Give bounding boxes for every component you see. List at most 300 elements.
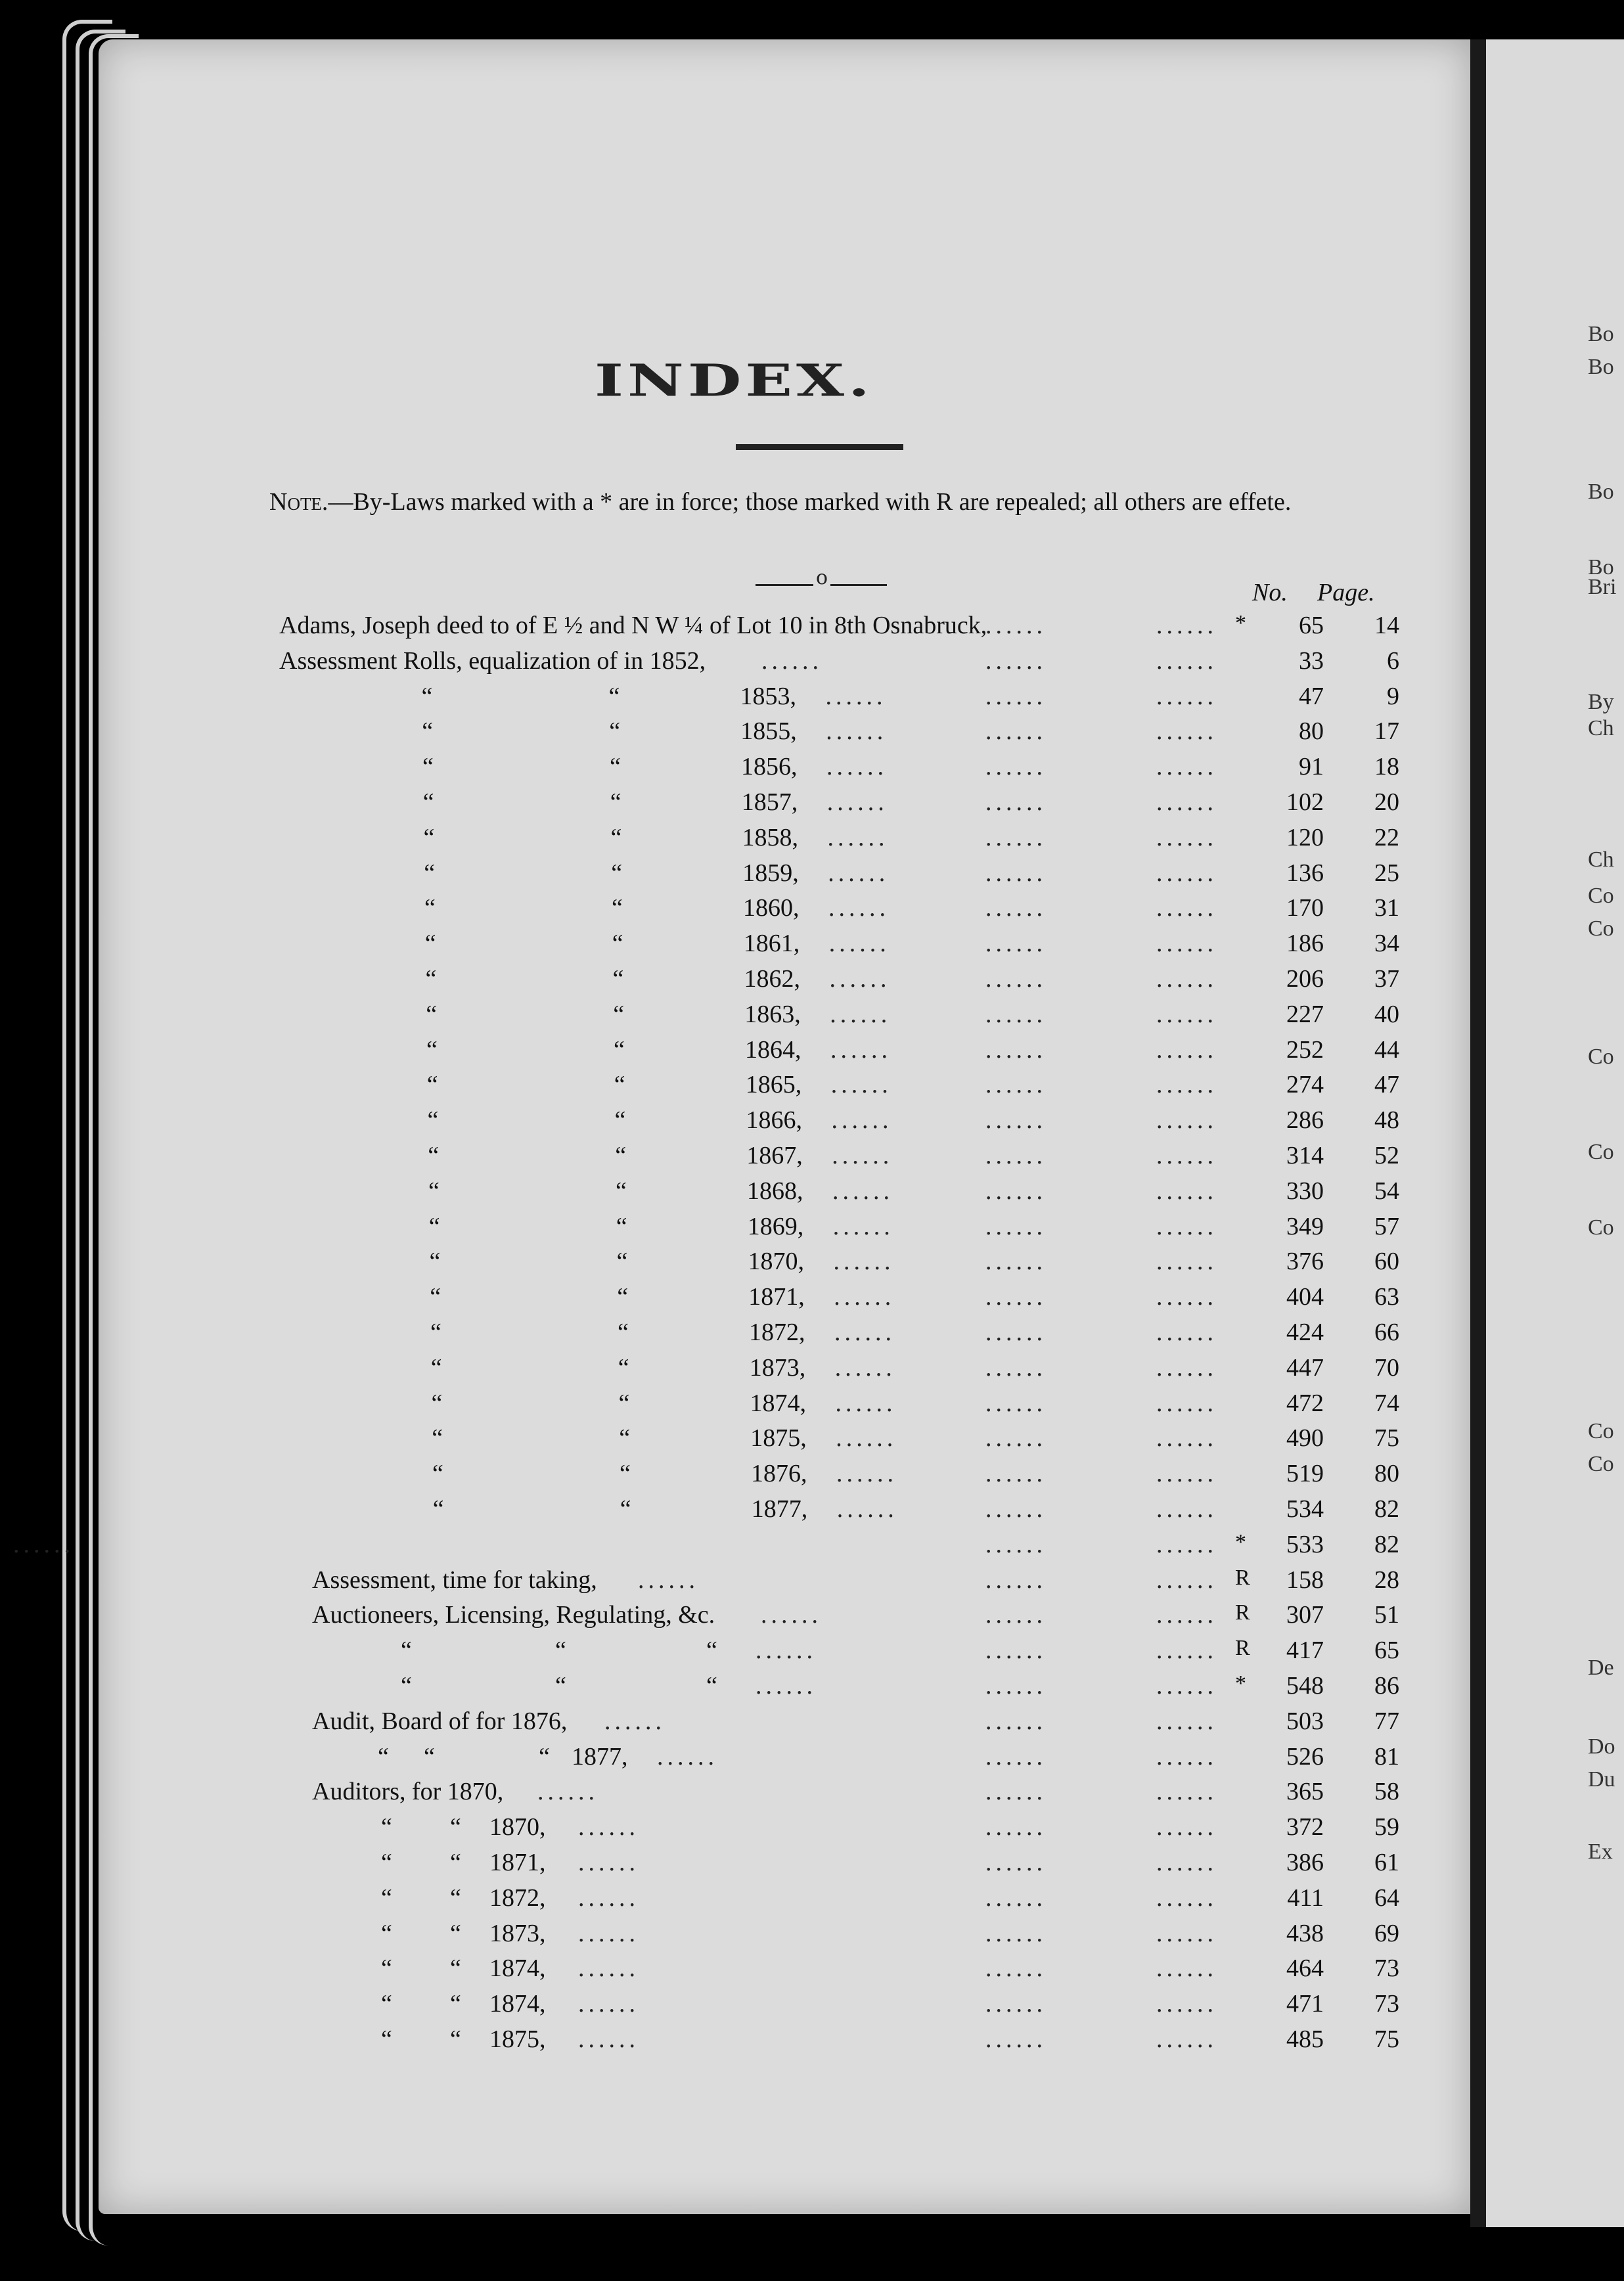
leader-dots: ...... (828, 930, 890, 958)
leader-dots: ...... (832, 1212, 894, 1240)
ditto-mark: “ (381, 1919, 392, 1947)
page-number: 9 (1387, 682, 1399, 710)
bylaw-number: 65 (1299, 612, 1324, 639)
ditto-mark: “ (423, 823, 435, 851)
bylaw-number: 526 (1286, 1742, 1324, 1771)
leader-dots: ...... (985, 1248, 1047, 1276)
bylaw-number: 438 (1286, 1919, 1324, 1947)
leader-dots: ...... (830, 1000, 891, 1028)
bylaw-number: 485 (1286, 2025, 1324, 2053)
entry-label: Assessment, time for taking, (312, 1566, 597, 1594)
bylaw-number: 136 (1286, 859, 1324, 887)
bylaw-number: 286 (1286, 1106, 1324, 1135)
entry-year: 1877, (751, 1495, 808, 1523)
entry-year: 1874, (750, 1389, 806, 1417)
leader-dots: ...... (985, 1707, 1047, 1735)
ditto-mark: “ (450, 1954, 461, 1983)
leader-dots: ...... (578, 1919, 639, 1947)
page-number: 6 (1387, 646, 1399, 675)
leader-dots: ...... (13, 1530, 74, 1558)
leader-dots: ...... (1156, 717, 1217, 746)
leader-dots: ...... (832, 1142, 893, 1169)
page-number: 17 (1374, 717, 1399, 746)
entry-year: 1861, (743, 930, 800, 958)
entry-year: 1870, (489, 1813, 546, 1841)
ditto-mark: “ (401, 1637, 412, 1665)
ditto-mark: “ (706, 1637, 717, 1665)
facing-page-fragment: Bo (1588, 555, 1614, 579)
leader-dots: ...... (825, 682, 887, 710)
leader-dots: ...... (1156, 1813, 1217, 1841)
leader-dots: ...... (578, 1813, 639, 1841)
entry-year: 1868, (747, 1177, 803, 1205)
leader-dots: ...... (1156, 894, 1217, 922)
entry-year: 1858, (742, 823, 798, 851)
ditto-mark: “ (617, 1283, 629, 1311)
page-number: 82 (1374, 1495, 1399, 1523)
leader-dots: ...... (1156, 753, 1217, 781)
page-number: 52 (1374, 1142, 1399, 1169)
leader-dots: ...... (578, 2025, 639, 2053)
bylaw-number: 417 (1286, 1637, 1324, 1665)
status-mark: * (1235, 1671, 1246, 1696)
leader-dots: ...... (985, 1353, 1047, 1382)
facing-page-fragment: Co (1588, 1419, 1614, 1443)
ditto-mark: “ (616, 1212, 627, 1240)
facing-page-fragment: Ch (1588, 847, 1614, 872)
ditto-mark: “ (450, 1919, 461, 1947)
index-entry (0, 823, 1445, 859)
leader-dots: ...... (1156, 1990, 1217, 2018)
entry-label: Auctioneers, Licensing, Regulating, &c. (312, 1601, 715, 1629)
index-entry (0, 1318, 1445, 1353)
ditto-mark: “ (610, 788, 621, 816)
ditto-mark: “ (611, 859, 623, 887)
leader-dots: ...... (985, 1954, 1047, 1983)
entry-year: 1865, (745, 1071, 802, 1099)
bylaw-number: 548 (1286, 1672, 1324, 1700)
entry-year: 1877, (572, 1742, 628, 1771)
leader-dots: ...... (1156, 1283, 1217, 1311)
bylaw-number: 349 (1286, 1212, 1324, 1240)
ditto-mark: “ (425, 965, 437, 993)
index-entry (0, 1247, 1445, 1282)
page-number: 69 (1374, 1919, 1399, 1947)
bylaw-number: 472 (1286, 1389, 1324, 1417)
entry-year: 1866, (746, 1106, 802, 1135)
leader-dots: ...... (828, 859, 890, 887)
facing-page-fragment: Ex (1588, 1840, 1613, 1864)
status-mark: * (1235, 1529, 1246, 1554)
leader-dots: ...... (985, 1919, 1047, 1947)
leader-dots: ...... (985, 1071, 1047, 1099)
bylaw-number: 447 (1286, 1353, 1324, 1382)
ditto-mark: “ (430, 1283, 441, 1311)
entry-year: 1862, (744, 965, 800, 993)
index-entry (0, 1848, 1445, 1884)
ditto-mark: “ (381, 1813, 392, 1841)
bylaw-number: 206 (1286, 965, 1324, 993)
page-number: 59 (1374, 1813, 1399, 1841)
index-entry (0, 1600, 1445, 1636)
ditto-mark: “ (431, 1389, 443, 1417)
entry-year: 1872, (489, 1884, 546, 1912)
leader-dots: ...... (985, 1142, 1047, 1169)
entry-year: 1872, (749, 1319, 805, 1346)
leader-dots: ...... (1156, 1672, 1217, 1700)
ditto-mark: “ (378, 1742, 389, 1771)
ditto-mark: “ (612, 894, 623, 922)
ditto-mark: “ (614, 1071, 625, 1099)
page-number: 40 (1374, 1000, 1399, 1028)
page-number: 82 (1374, 1530, 1399, 1558)
leader-dots: ...... (578, 1849, 639, 1876)
ditto-mark: “ (618, 1319, 629, 1346)
ditto-mark: “ (424, 859, 436, 887)
index-entry (0, 1919, 1445, 1954)
entry-year: 1873, (489, 1919, 546, 1947)
ditto-mark: “ (430, 1353, 442, 1382)
leader-dots: ...... (985, 1672, 1047, 1700)
leader-dots: ...... (985, 1389, 1047, 1417)
leader-dots: ...... (829, 965, 891, 993)
leader-dots: ...... (826, 788, 888, 816)
facing-page-fragment: Bri (1588, 575, 1617, 599)
entry-year: 1857, (741, 788, 798, 816)
index-entry (0, 788, 1445, 823)
leader-dots: ...... (1156, 1601, 1217, 1629)
leader-dots: ...... (1156, 1530, 1217, 1558)
index-entry (0, 611, 1445, 646)
ditto-mark: “ (428, 1177, 440, 1205)
bylaw-number: 80 (1299, 717, 1324, 746)
index-entry (0, 1424, 1445, 1459)
leader-dots: ...... (985, 1212, 1047, 1240)
page-number: 81 (1374, 1742, 1399, 1771)
entry-year: 1873, (749, 1353, 806, 1382)
ditto-mark: “ (432, 1460, 443, 1488)
bylaw-number: 33 (1299, 646, 1324, 675)
page-number: 31 (1374, 894, 1399, 922)
ditto-mark: “ (450, 1813, 461, 1841)
index-entry (0, 1495, 1445, 1530)
entry-label: Adams, Joseph deed to of E ½ and N W ¼ of Lot 10 in 8th Osnabruck, (279, 612, 987, 639)
index-entry (0, 682, 1445, 717)
bylaw-number: 519 (1286, 1460, 1324, 1488)
leader-dots: ...... (827, 823, 889, 851)
leader-dots: ...... (985, 1495, 1047, 1523)
leader-dots: ...... (985, 1778, 1047, 1806)
leader-dots: ...... (1156, 1212, 1217, 1240)
column-header-no: No. (1252, 579, 1288, 606)
page-number: 54 (1374, 1177, 1399, 1205)
bylaw-number: 186 (1286, 930, 1324, 958)
ditto-mark: “ (428, 1142, 440, 1169)
leader-dots: ...... (1156, 1637, 1217, 1665)
index-entry (0, 964, 1445, 1000)
index-entry (0, 1141, 1445, 1177)
leader-dots: ...... (1156, 1742, 1217, 1771)
facing-page-fragment: Co (1588, 1452, 1614, 1476)
entry-year: 1856, (741, 753, 798, 781)
page-number: 34 (1374, 930, 1399, 958)
leader-dots: ...... (985, 1177, 1047, 1205)
page-number: 47 (1374, 1071, 1399, 1099)
leader-dots: ...... (985, 1849, 1047, 1876)
entry-year: 1871, (489, 1849, 546, 1876)
ditto-mark: “ (616, 1177, 627, 1205)
facing-page-fragment: Du (1588, 1767, 1615, 1792)
ditto-mark: “ (555, 1672, 566, 1700)
bylaw-number: 307 (1286, 1601, 1324, 1629)
leader-dots: ...... (833, 1248, 895, 1276)
leader-dots: ...... (830, 1035, 891, 1064)
ditto-mark: “ (381, 1954, 392, 1983)
ditto-mark: “ (706, 1672, 717, 1700)
bylaw-number: 330 (1286, 1177, 1324, 1205)
leader-dots: ...... (985, 788, 1047, 816)
index-entry (0, 646, 1445, 682)
ditto-mark: “ (539, 1742, 550, 1771)
leader-dots: ...... (1156, 2025, 1217, 2053)
bylaw-number: 91 (1299, 753, 1324, 781)
bylaw-number: 120 (1286, 823, 1324, 851)
leader-dots: ...... (836, 1495, 898, 1523)
leader-dots: ...... (657, 1742, 718, 1771)
leader-dots: ...... (1156, 1495, 1217, 1523)
ditto-mark: “ (610, 753, 621, 781)
leader-dots: ...... (985, 682, 1047, 710)
status-mark: R (1235, 1565, 1250, 1590)
ditto-mark: “ (612, 965, 624, 993)
ditto-mark: “ (428, 1212, 440, 1240)
note-text: —By-Laws marked with a * are in force; those marked with R are repealed; all others are effete. (328, 488, 1292, 516)
ditto-mark: “ (430, 1319, 441, 1346)
entry-year: 1867, (746, 1142, 803, 1169)
bylaw-number: 411 (1287, 1884, 1324, 1912)
ditto-mark: “ (426, 1071, 438, 1099)
page-number: 48 (1374, 1106, 1399, 1135)
leader-dots: ...... (1156, 823, 1217, 851)
leader-dots: ...... (578, 1990, 639, 2018)
page-number: 74 (1374, 1389, 1399, 1417)
bylaw-number: 372 (1286, 1813, 1324, 1841)
entry-year: 1855, (740, 717, 797, 746)
page-number: 61 (1374, 1849, 1399, 1876)
ditto-mark: “ (427, 1106, 439, 1135)
leader-dots: ...... (1156, 1778, 1217, 1806)
page-number: 51 (1374, 1601, 1399, 1629)
facing-page-fragment: Co (1588, 1140, 1614, 1164)
leader-dots: ...... (761, 1601, 822, 1629)
leader-dots: ...... (830, 1071, 892, 1099)
index-entry (0, 2025, 1445, 2060)
ditto-mark: “ (424, 894, 436, 922)
leader-dots: ...... (985, 2025, 1047, 2053)
leader-dots: ...... (985, 1283, 1047, 1311)
leader-dots: ...... (1156, 1389, 1217, 1417)
index-entry (0, 1813, 1445, 1848)
bylaw-number: 386 (1286, 1849, 1324, 1876)
page-number: 18 (1374, 753, 1399, 781)
bylaw-number: 404 (1286, 1283, 1324, 1311)
ditto-mark: “ (615, 1142, 627, 1169)
leader-dots: ...... (836, 1460, 897, 1488)
facing-page-fragment: Ch (1588, 716, 1614, 740)
leader-dots: ...... (1156, 1106, 1217, 1135)
index-entry (0, 752, 1445, 788)
page-number: 37 (1374, 965, 1399, 993)
ditto-mark: “ (381, 1990, 392, 2018)
facing-page-fragment: Bo (1588, 355, 1614, 379)
entry-year: 1870, (748, 1248, 804, 1276)
leader-dots: ...... (985, 1035, 1047, 1064)
ditto-mark: “ (426, 1035, 438, 1064)
index-entry (0, 1282, 1445, 1318)
leader-dots: ...... (1156, 646, 1217, 675)
index-entry (0, 1989, 1445, 2025)
page-number: 73 (1374, 1954, 1399, 1983)
entry-year: 1869, (747, 1212, 804, 1240)
bylaw-number: 464 (1286, 1954, 1324, 1983)
page-number: 64 (1374, 1884, 1399, 1912)
facing-page-fragment: Co (1588, 884, 1614, 908)
bylaw-number: 47 (1299, 682, 1324, 710)
ditto-mark: “ (618, 1389, 630, 1417)
leader-dots: ...... (985, 823, 1047, 851)
leader-dots: ...... (985, 717, 1047, 746)
page-number: 75 (1374, 1424, 1399, 1453)
leader-dots: ...... (985, 1566, 1047, 1594)
ditto-mark: “ (422, 753, 434, 781)
page-number: 28 (1374, 1566, 1399, 1594)
leader-dots: ...... (1156, 1248, 1217, 1276)
ditto-mark: “ (381, 1849, 392, 1876)
status-mark: R (1235, 1636, 1250, 1661)
ditto-mark: “ (422, 717, 434, 746)
leader-dots: ...... (834, 1319, 895, 1346)
index-entry (0, 1636, 1445, 1671)
bylaw-number: 252 (1286, 1035, 1324, 1064)
leader-dots: ...... (985, 930, 1047, 958)
leader-dots: ...... (985, 1601, 1047, 1629)
index-entry (0, 1070, 1445, 1106)
leader-dots: ...... (1156, 682, 1217, 710)
index-entry (0, 1106, 1445, 1141)
entry-label: Assessment Rolls, equalization of in 1852, (279, 646, 706, 675)
bylaw-number: 376 (1286, 1248, 1324, 1276)
ditto-mark: “ (618, 1353, 629, 1382)
entry-year: 1859, (742, 859, 799, 887)
leader-dots: ...... (1156, 1353, 1217, 1382)
leader-dots: ...... (1156, 1707, 1217, 1735)
page-number: 66 (1374, 1319, 1399, 1346)
leader-dots: ...... (537, 1778, 598, 1806)
divider-ornament (756, 578, 887, 591)
leader-dots: ...... (985, 646, 1047, 675)
leader-dots: ...... (1156, 1919, 1217, 1947)
ditto-mark: “ (616, 1248, 628, 1276)
page-number: 22 (1374, 823, 1399, 851)
bylaw-number: 424 (1286, 1319, 1324, 1346)
bylaw-number: 534 (1286, 1495, 1324, 1523)
leader-dots: ...... (1156, 1849, 1217, 1876)
bylaw-number: 365 (1286, 1778, 1324, 1806)
ditto-mark: “ (421, 682, 433, 710)
index-entry (0, 1530, 1445, 1566)
leader-dots: ...... (1156, 859, 1217, 887)
title-rule (736, 444, 903, 450)
ditto-mark: “ (381, 1884, 392, 1912)
ditto-mark: “ (429, 1248, 441, 1276)
ditto-mark: “ (381, 2025, 392, 2053)
facing-page-fragment: Co (1588, 916, 1614, 941)
index-entry (0, 1671, 1445, 1707)
leader-dots: ...... (985, 1530, 1047, 1558)
leader-dots: ...... (1156, 1954, 1217, 1983)
index-entry (0, 893, 1445, 929)
leader-dots: ...... (834, 1353, 896, 1382)
bylaw-number: 158 (1286, 1566, 1324, 1594)
leader-dots: ...... (985, 1990, 1047, 2018)
index-entry (0, 1742, 1445, 1778)
leader-dots: ...... (1156, 965, 1217, 993)
entry-label: Auditors, for 1870, (312, 1778, 504, 1806)
ditto-mark: “ (424, 1742, 435, 1771)
index-entry (0, 929, 1445, 964)
ditto-mark: “ (613, 1000, 625, 1028)
leader-dots: ...... (1156, 612, 1217, 639)
bylaw-number: 314 (1286, 1142, 1324, 1169)
leader-dots: ...... (985, 965, 1047, 993)
facing-page-fragment: By (1588, 690, 1614, 714)
leader-dots: ...... (985, 1106, 1047, 1135)
ditto-mark: “ (426, 1000, 438, 1028)
facing-page-fragment: Bo (1588, 480, 1614, 504)
ditto-mark: “ (609, 717, 621, 746)
page-number: 44 (1374, 1035, 1399, 1064)
leader-dots: ...... (1156, 788, 1217, 816)
leader-dots: ...... (828, 894, 890, 922)
ditto-mark: “ (620, 1495, 631, 1523)
page-number: 63 (1374, 1283, 1399, 1311)
ditto-mark: “ (610, 823, 622, 851)
bylaw-number: 227 (1286, 1000, 1324, 1028)
leader-dots: ...... (1156, 1566, 1217, 1594)
index-entry (0, 1459, 1445, 1495)
index-entry (0, 1777, 1445, 1813)
page-number: 80 (1374, 1460, 1399, 1488)
entry-year: 1864, (745, 1035, 801, 1064)
facing-page-fragment: Bo (1588, 322, 1614, 346)
facing-page (1486, 39, 1624, 2227)
page-number: 58 (1374, 1778, 1399, 1806)
ditto-mark: “ (555, 1637, 566, 1665)
column-header-page: Page. (1317, 579, 1375, 606)
leader-dots: ...... (1156, 1035, 1217, 1064)
note-lead: Note. (269, 488, 328, 516)
leader-dots: ...... (1156, 1424, 1217, 1453)
ditto-mark: “ (401, 1672, 412, 1700)
leader-dots: ...... (985, 1884, 1047, 1912)
bylaw-number: 533 (1286, 1530, 1324, 1558)
page-number: 57 (1374, 1212, 1399, 1240)
leader-dots: ...... (985, 1424, 1047, 1453)
leader-dots: ...... (578, 1884, 639, 1912)
leader-dots: ...... (756, 1672, 817, 1700)
index-note (269, 480, 1393, 524)
page-number: 75 (1374, 2025, 1399, 2053)
